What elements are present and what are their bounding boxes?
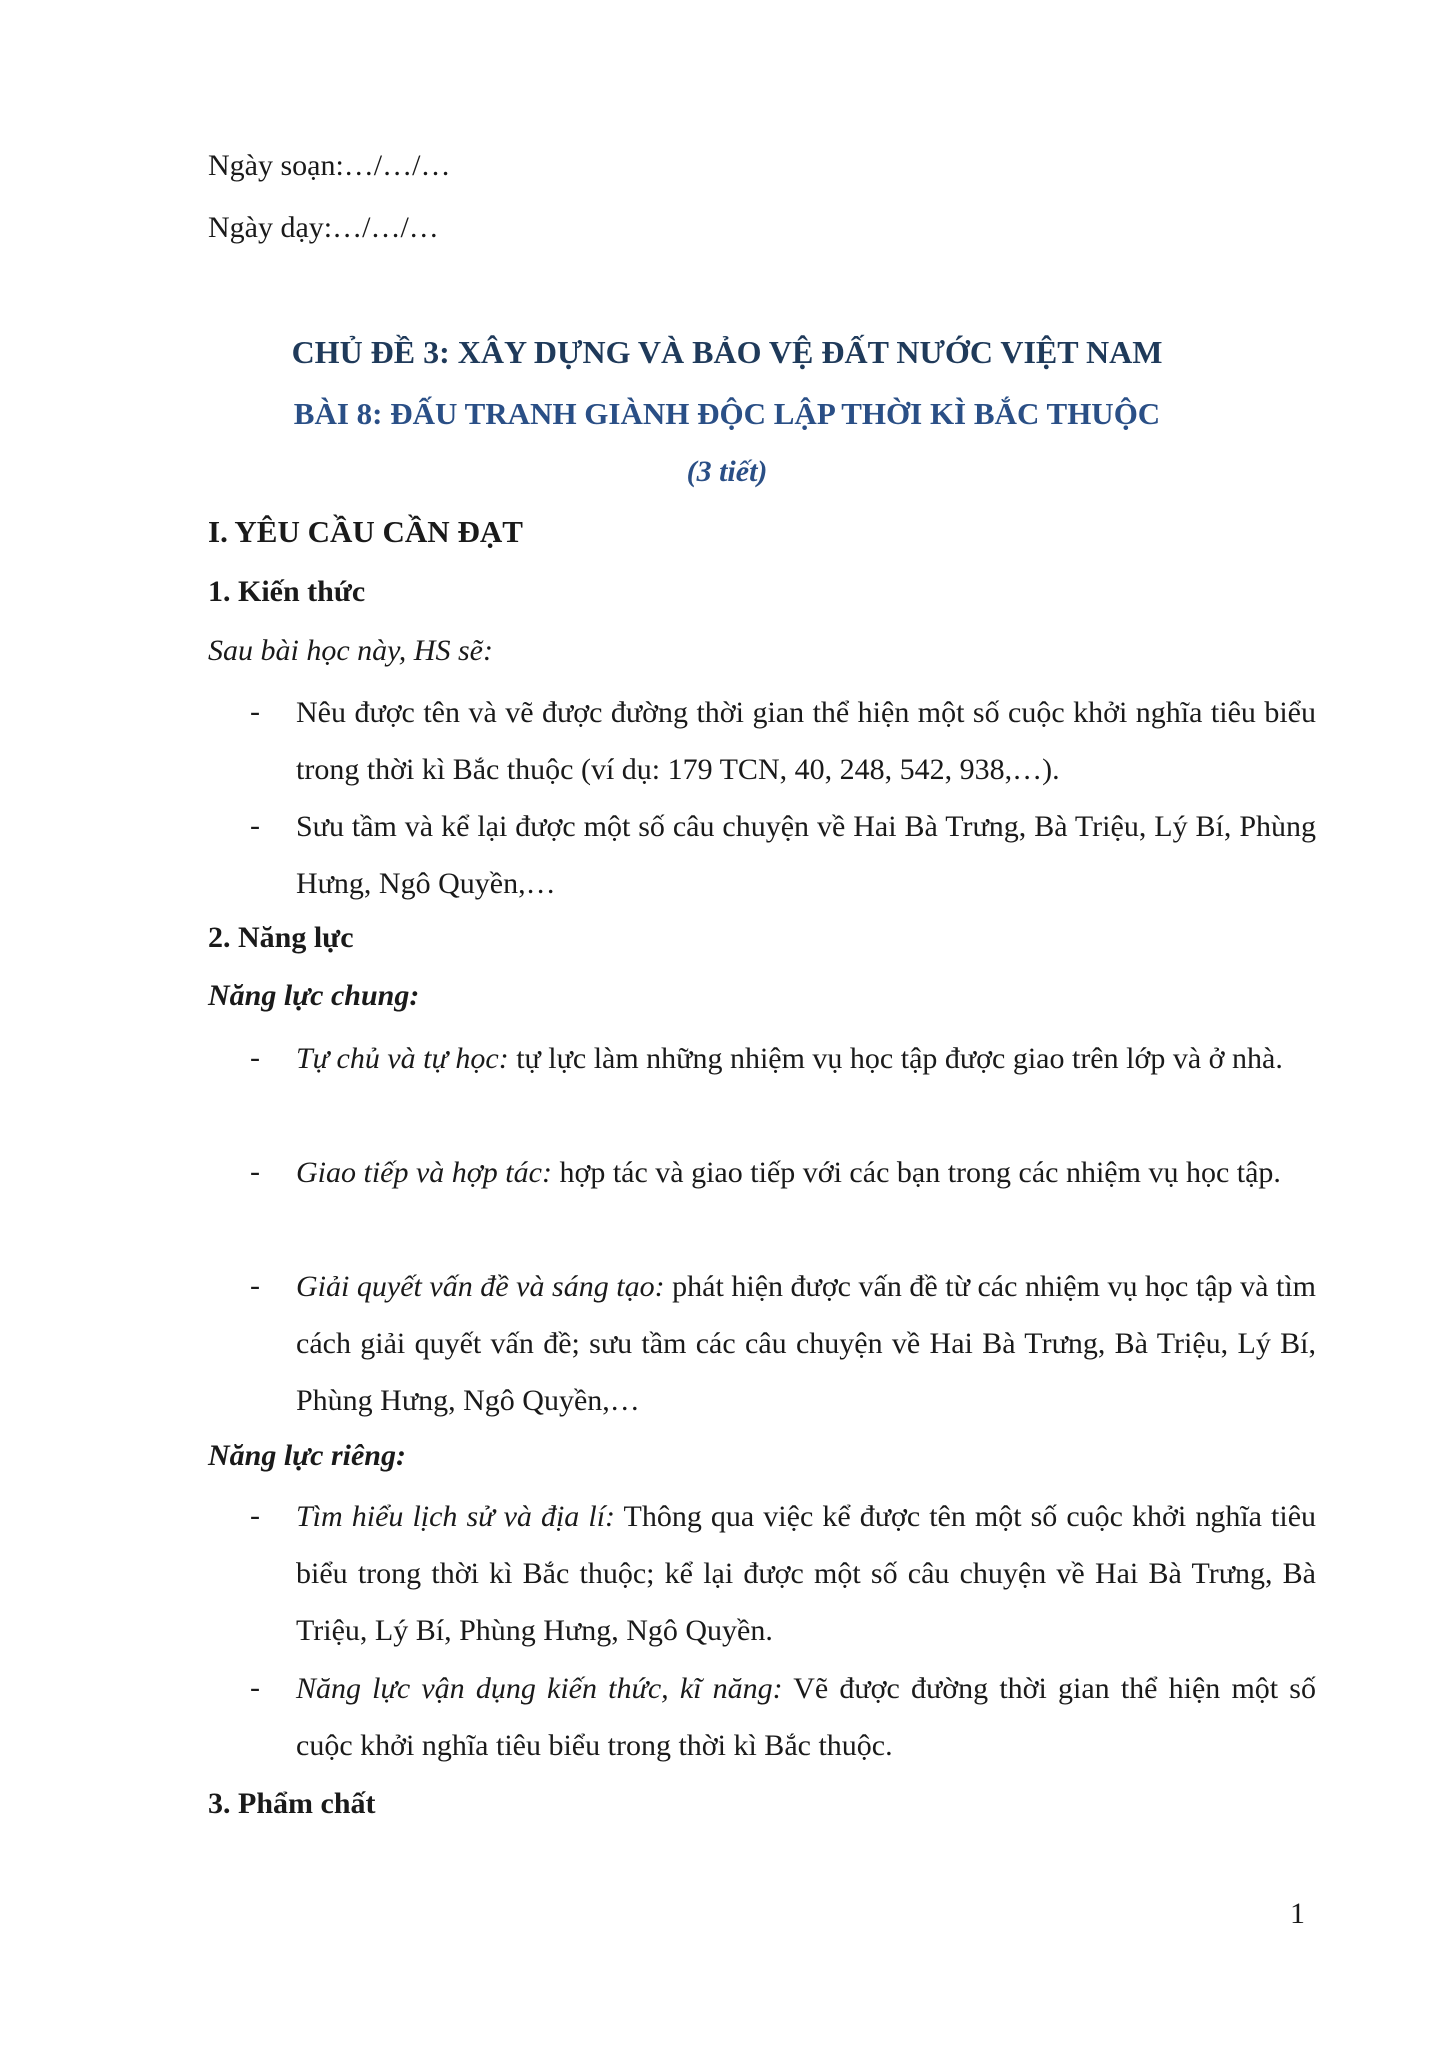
bullet-dash: - xyxy=(250,809,260,842)
general-competence-item xyxy=(296,1144,1316,1201)
competence-label: Giao tiếp và hợp tác: xyxy=(296,1156,552,1189)
competence-text: tự lực làm những nhiệm vụ học tập được giao trên lớp và ở nhà. xyxy=(508,1042,1283,1075)
knowledge-item: Sưu tầm và kể lại được một số câu chuyện về Hai Bà Trưng, Bà Triệu, Lý Bí, Phùng Hưng, Ngô Quyền,… xyxy=(296,810,1316,900)
subheading-competence: 2. Năng lực xyxy=(208,921,354,954)
specific-competence-heading: Năng lực riêng: xyxy=(208,1439,406,1472)
specific-competence-item xyxy=(296,1660,1316,1774)
competence-label: Năng lực vận dụng kiến thức, kĩ năng: xyxy=(296,1672,783,1705)
page-number: 1 xyxy=(1290,1897,1305,1930)
date-prepared: Ngày soạn:…/…/… xyxy=(208,149,451,182)
competence-label: Tìm hiểu lịch sử và địa lí: xyxy=(296,1500,616,1533)
general-competence-item xyxy=(296,1258,1316,1429)
knowledge-intro: Sau bài học này, HS sẽ: xyxy=(208,634,493,667)
competence-text: Vẽ được đường thời gian thể hiện một số cuộc khởi nghĩa tiêu biểu trong thời kì Bắc thuộc. xyxy=(296,1672,1316,1762)
competence-text: Thông qua việc kể được tên một số cuộc khởi nghĩa tiêu biểu trong thời kì Bắc thuộc; kể lại được một số câu chuyện về Hai Bà Trưng, Bà Triệu, Lý Bí, Phùng Hưng, Ngô Quyền. xyxy=(296,1500,1317,1647)
lesson-title: BÀI 8: ĐẤU TRANH GIÀNH ĐỘC LẬP THỜI KÌ BẮC THUỘC xyxy=(293,396,1161,431)
lesson-periods: (3 tiết) xyxy=(686,455,768,488)
bullet-dash: - xyxy=(250,1155,260,1188)
specific-competence-item xyxy=(296,1488,1316,1659)
bullet-dash: - xyxy=(250,1671,260,1704)
bullet-dash: - xyxy=(250,1041,260,1074)
subheading-qualities: 3. Phẩm chất xyxy=(208,1787,376,1820)
competence-text: phát hiện được vấn đề từ các nhiệm vụ học tập và tìm cách giải quyết vấn đề; sưu tầm các câu chuyện về Hai Bà Trưng, Bà Triệu, Lý Bí, Phùng Hưng, Ngô Quyền,… xyxy=(296,1270,1317,1417)
competence-text: hợp tác và giao tiếp với các bạn trong các nhiệm vụ học tập. xyxy=(551,1156,1281,1189)
bullet-dash: - xyxy=(250,1499,260,1532)
competence-label: Giải quyết vấn đề và sáng tạo: xyxy=(296,1270,665,1303)
subheading-knowledge: 1. Kiến thức xyxy=(208,575,366,608)
general-competence-item xyxy=(296,1030,1316,1087)
bullet-dash: - xyxy=(250,695,260,728)
section-heading-requirements: I. YÊU CẦU CẦN ĐẠT xyxy=(208,514,523,549)
date-taught: Ngày dạy:…/…/… xyxy=(208,211,439,244)
knowledge-item: Nêu được tên và vẽ được đường thời gian thể hiện một số cuộc khởi nghĩa tiêu biểu trong thời kì Bắc thuộc (ví dụ: 179 TCN, 40, 248, 542, 938,…). xyxy=(296,696,1316,786)
competence-label: Tự chủ và tự học: xyxy=(296,1042,509,1075)
topic-title: CHỦ ĐỀ 3: XÂY DỰNG VÀ BẢO VỆ ĐẤT NƯỚC VIỆT NAM xyxy=(291,334,1163,370)
bullet-dash: - xyxy=(250,1269,260,1302)
general-competence-heading: Năng lực chung: xyxy=(208,979,420,1012)
